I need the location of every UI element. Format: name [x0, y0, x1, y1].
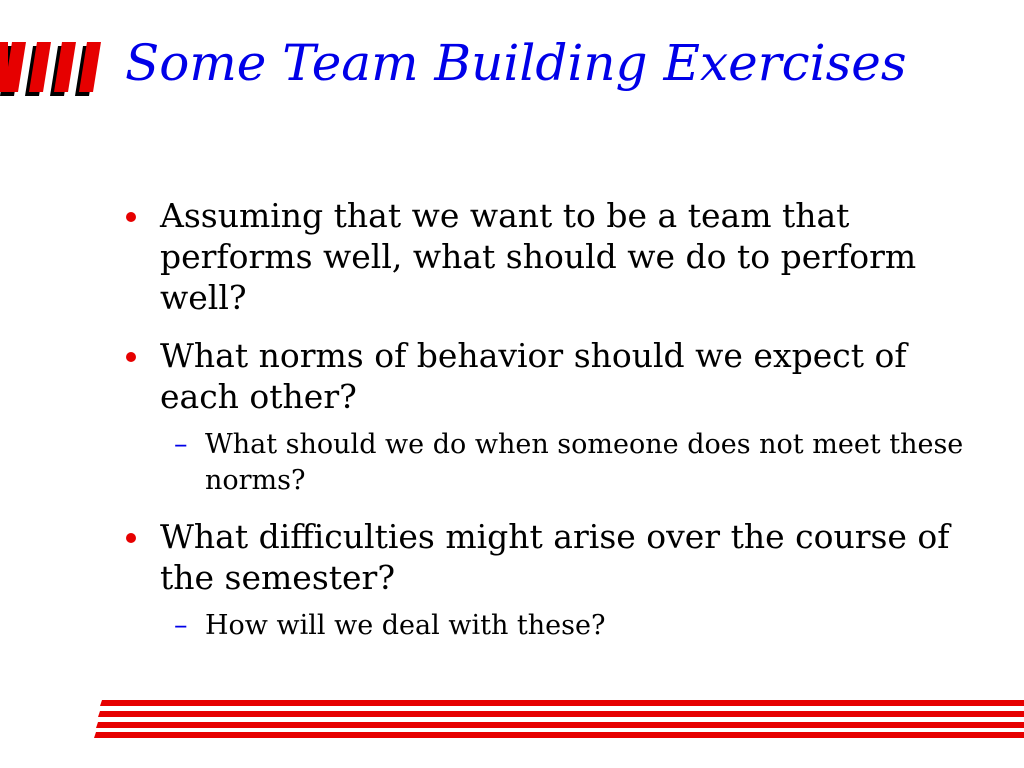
bullet-list — [125, 195, 975, 661]
sub-bullet-text: How will we deal with these? — [205, 610, 606, 641]
sub-bullet-item — [160, 427, 975, 499]
red-dot-bullet-icon — [126, 533, 136, 543]
sub-bullet-list — [160, 608, 975, 644]
red-dot-bullet-icon — [126, 212, 136, 222]
bullet-item — [125, 195, 975, 318]
red-stripes-decoration-icon — [94, 700, 1024, 738]
bullet-item — [125, 516, 975, 644]
sub-bullet-list — [160, 427, 975, 499]
red-dot-bullet-icon — [126, 352, 136, 362]
sub-bullet-text: What should we do when someone does not meet these norms? — [205, 429, 964, 496]
bullet-item — [125, 335, 975, 499]
sub-bullet-item — [160, 608, 975, 644]
bullet-text: What norms of behavior should we expect of each other? — [160, 336, 907, 416]
dash-icon: – — [174, 610, 188, 641]
bullet-text: What difficulties might arise over the course of the semester? — [160, 517, 950, 597]
dash-icon: – — [174, 429, 188, 460]
bullet-text: Assuming that we want to be a team that performs well, what should we do to perform well? — [160, 196, 917, 317]
slide-title: Some Team Building Exercises — [125, 34, 907, 92]
red-slanted-bars-logo-icon — [0, 38, 110, 100]
